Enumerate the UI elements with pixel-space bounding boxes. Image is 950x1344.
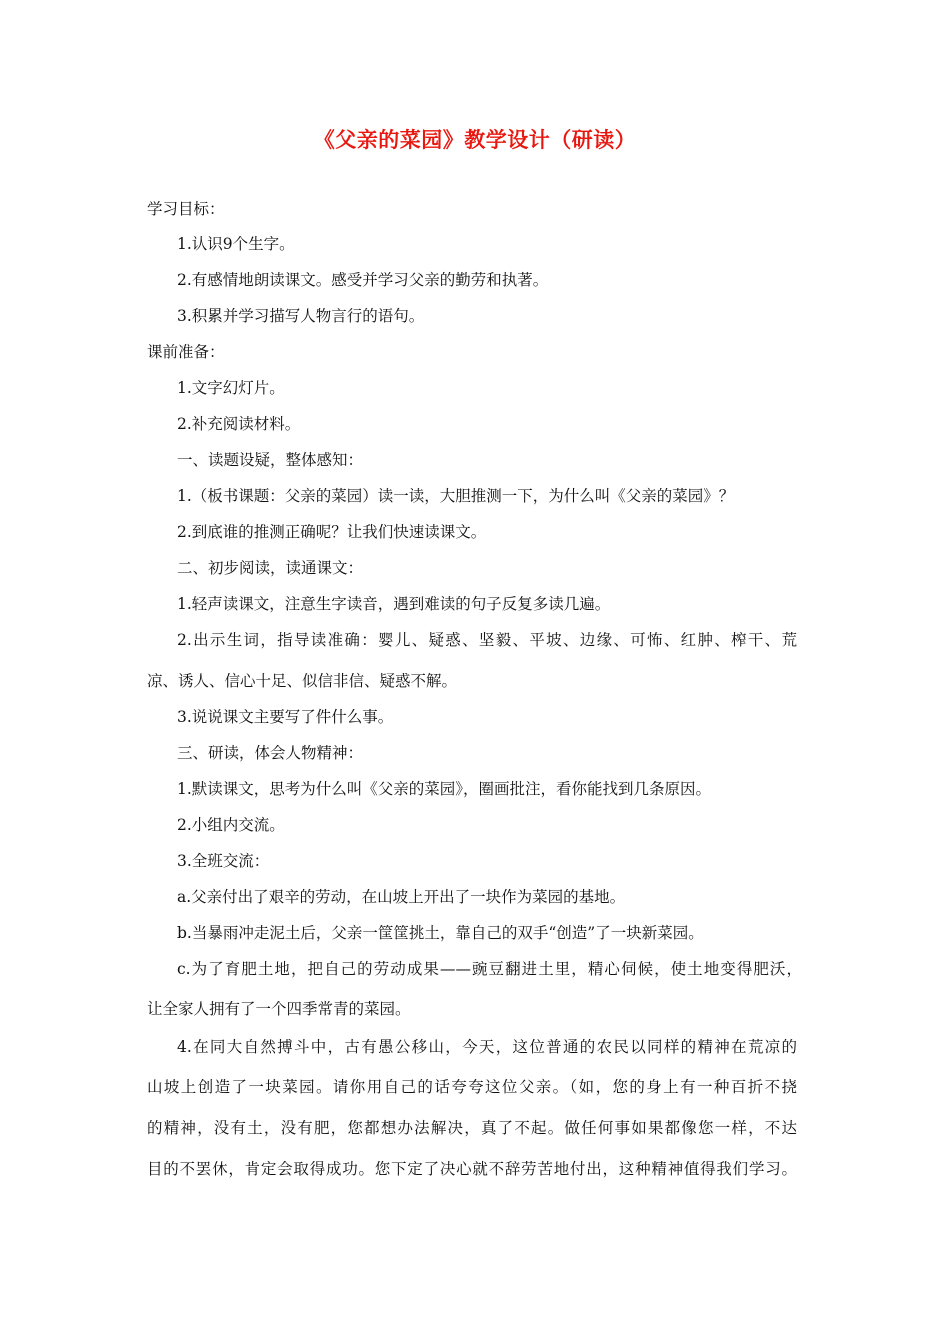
paragraph: 2.到底谁的推测正确呢？让我们快速读课文。 — [177, 523, 487, 541]
section-heading: 二、初步阅读，读通课文： — [177, 559, 364, 577]
paragraph: 2.补充阅读材料。 — [177, 415, 301, 433]
paragraph-continuation: 凉、诱人、信心十足、似信非信、疑惑不解。 — [147, 672, 458, 690]
paragraph: c.为了育肥土地，把自己的劳动成果——豌豆翻进土里，精心伺候，使土地变得肥沃， — [177, 960, 802, 978]
paragraph: 2.有感情地朗读课文。感受并学习父亲的勤劳和执著。 — [177, 271, 549, 289]
paragraph: 2.出示生词，指导读准确：婴儿、疑惑、坚毅、平坡、边缘、可怖、红肿、榨干、荒 — [177, 631, 797, 649]
paragraph: b.当暴雨冲走泥土后，父亲一筐筐挑土，靠自己的双手“创造”了一块新菜园。 — [177, 924, 704, 942]
paragraph: 3.积累并学习描写人物言行的语句。 — [177, 307, 425, 325]
paragraph: 1.默读课文，思考为什么叫《父亲的菜园》，圈画批注，看你能找到几条原因。 — [177, 780, 712, 798]
section-heading: 三、研读，体会人物精神： — [177, 744, 364, 762]
paragraph-continuation: 让全家人拥有了一个四季常青的菜园。 — [147, 1000, 411, 1018]
paragraph: 2.小组内交流。 — [177, 816, 285, 834]
section-heading: 一、读题设疑，整体感知： — [177, 451, 364, 469]
paragraph: a.父亲付出了艰辛的劳动，在山坡上开出了一块作为菜园的基地。 — [177, 888, 626, 906]
paragraph: 1.认识9个生字。 — [177, 235, 295, 253]
paragraph-continuation: 的精神，没有土，没有肥，您都想办法解决，真了不起。做任何事如果都像您一样，不达 — [147, 1119, 797, 1137]
paragraph: 3.说说课文主要写了件什么事。 — [177, 708, 394, 726]
section-heading-objectives: 学习目标： — [147, 200, 225, 218]
paragraph: 1.（板书课题：父亲的菜园）读一读，大胆推测一下，为什么叫《父亲的菜园》？ — [177, 487, 735, 505]
paragraph: 1.文字幻灯片。 — [177, 379, 285, 397]
paragraph: 4.在同大自然搏斗中，古有愚公移山，今天，这位普通的农民以同样的精神在荒凉的 — [177, 1038, 797, 1056]
document-title: 《父亲的菜园》教学设计（研读） — [313, 128, 637, 152]
paragraph-continuation: 目的不罢休，肯定会取得成功。您下定了决心就不辞劳苦地付出，这种精神值得我们学习。 — [147, 1160, 797, 1178]
paragraph-continuation: 山坡上创造了一块菜园。请你用自己的话夸夸这位父亲。（如，您的身上有一种百折不挠 — [147, 1078, 797, 1096]
section-heading-preparation: 课前准备： — [147, 343, 225, 361]
paragraph: 1.轻声读课文，注意生字读音，遇到难读的句子反复多读几遍。 — [177, 595, 611, 613]
paragraph: 3.全班交流： — [177, 852, 270, 870]
